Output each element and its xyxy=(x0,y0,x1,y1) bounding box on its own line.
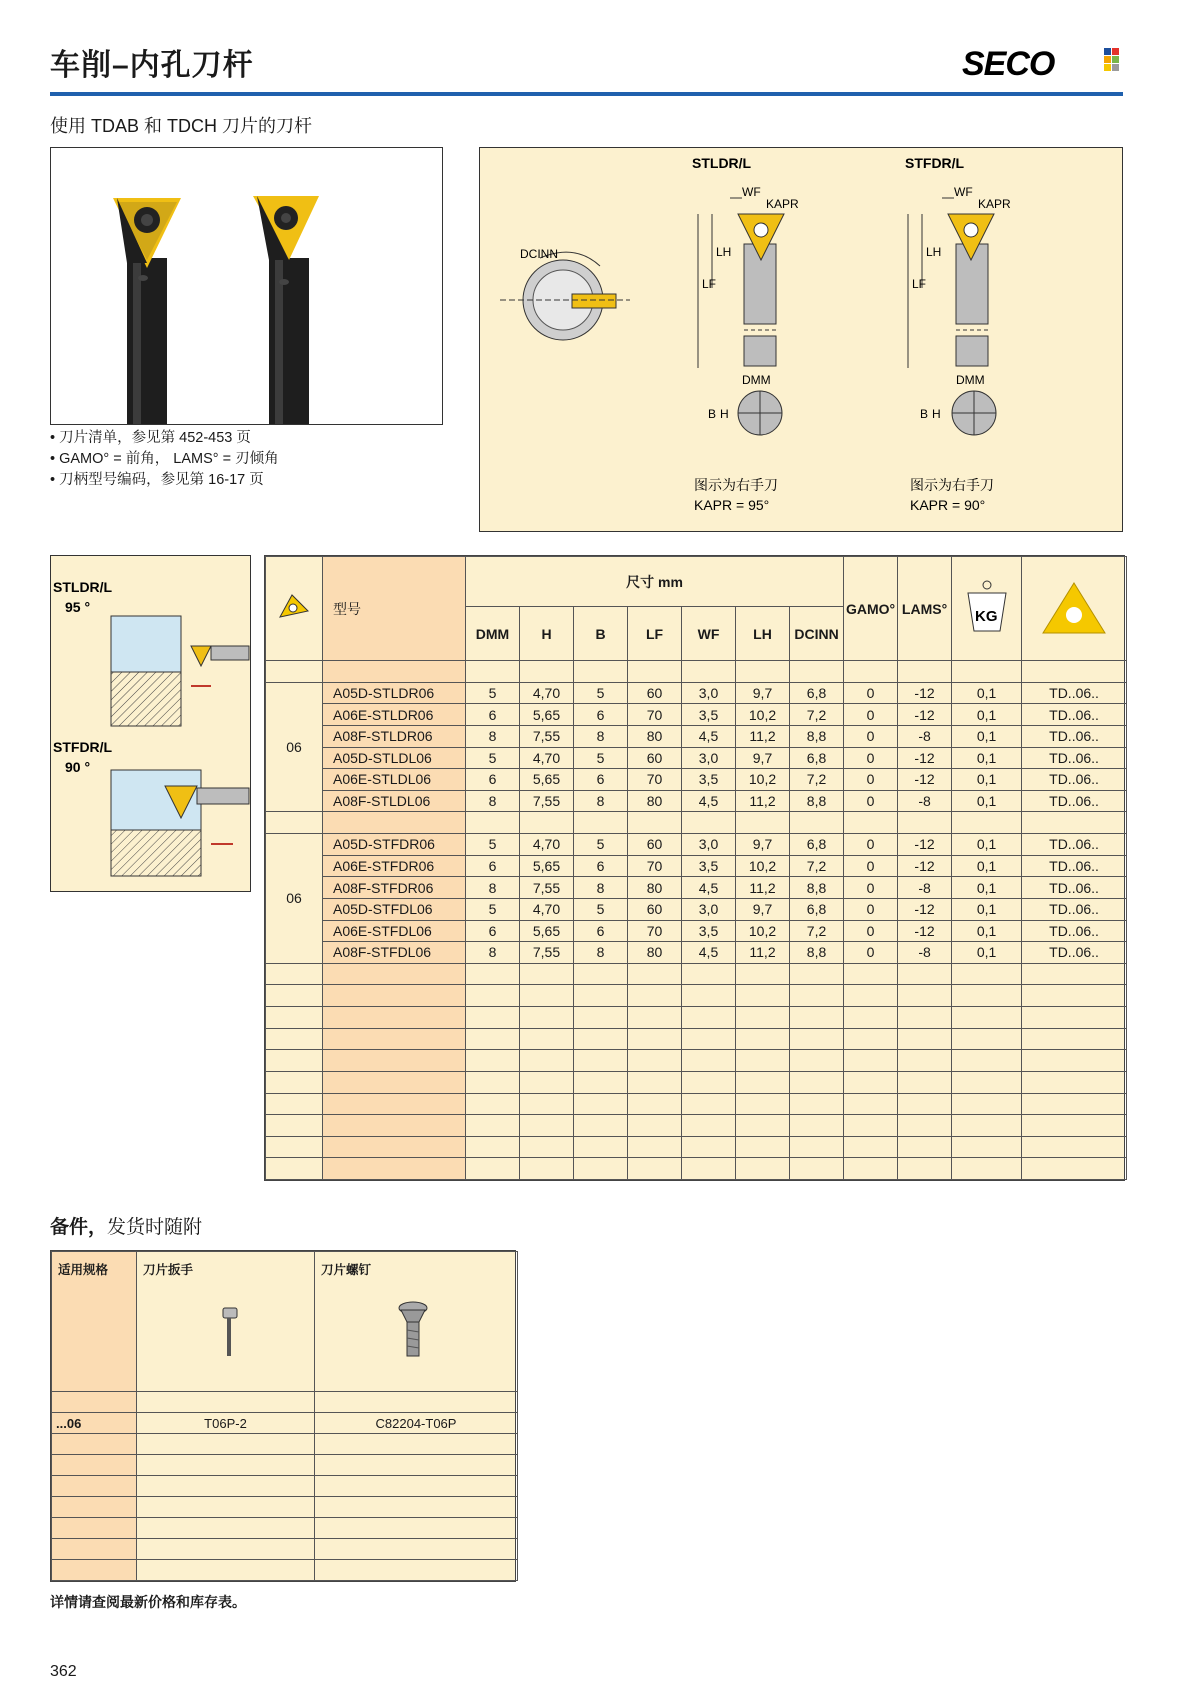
product-photo xyxy=(50,147,443,425)
table-row xyxy=(266,747,1127,769)
value-cell: 6,8 xyxy=(790,834,844,856)
value-cell: 6,8 xyxy=(790,682,844,704)
insert-shape-header xyxy=(266,557,323,661)
acc-col-key-label: 刀片扳手 xyxy=(143,1263,194,1277)
value-cell: TD..06.. xyxy=(1022,682,1127,704)
col-header-dcinn: DCINN xyxy=(790,607,844,661)
value-cell: 5 xyxy=(574,898,628,920)
value-cell: 8,8 xyxy=(790,942,844,964)
value-cell: -12 xyxy=(898,898,952,920)
value-cell: 5,65 xyxy=(520,920,574,942)
value-cell: 80 xyxy=(628,790,682,812)
value-cell: 70 xyxy=(628,855,682,877)
value-cell: 11,2 xyxy=(736,942,790,964)
accessories-table xyxy=(50,1250,516,1582)
value-cell: 11,2 xyxy=(736,725,790,747)
col-header-lf: LF xyxy=(628,607,682,661)
value-cell: 7,55 xyxy=(520,790,574,812)
acc-col-key xyxy=(137,1252,315,1392)
insert-header xyxy=(1022,557,1127,661)
value-cell: 60 xyxy=(628,682,682,704)
spacer-row xyxy=(266,1050,1127,1072)
acc-col-screw-label: 刀片螺钉 xyxy=(321,1263,372,1277)
value-cell: 0,1 xyxy=(952,942,1022,964)
value-cell: 3,0 xyxy=(682,747,736,769)
value-cell: 60 xyxy=(628,898,682,920)
spacer-row xyxy=(266,1071,1127,1093)
note-item: • 刀片清单，参见第 452-453 页 xyxy=(50,428,279,449)
model-cell: A05D-STFDR06 xyxy=(323,834,466,856)
value-cell: 0 xyxy=(844,855,898,877)
value-cell: 5 xyxy=(574,747,628,769)
value-cell: 5 xyxy=(466,682,520,704)
value-cell: 0 xyxy=(844,725,898,747)
value-cell: 10,2 xyxy=(736,920,790,942)
model-header: 型号 xyxy=(323,557,466,661)
value-cell: -8 xyxy=(898,790,952,812)
stfdr-diagram-title: STFDR/L xyxy=(905,155,965,171)
value-cell: 0,1 xyxy=(952,769,1022,791)
dmm-label-left: DMM xyxy=(742,373,771,387)
value-cell: -12 xyxy=(898,769,952,791)
kapr-label-left: KAPR xyxy=(766,197,799,211)
value-cell: 8 xyxy=(574,877,628,899)
accessories-title xyxy=(50,1212,202,1239)
value-cell: 6 xyxy=(574,920,628,942)
value-cell: 8 xyxy=(466,790,520,812)
accessories-title-bold: 备件， xyxy=(50,1217,108,1238)
value-cell: 8 xyxy=(466,725,520,747)
table-row xyxy=(266,725,1127,747)
table-row xyxy=(266,855,1127,877)
lh-label-left: LH xyxy=(716,245,732,259)
value-cell: 0 xyxy=(844,747,898,769)
spacer-row xyxy=(266,963,1127,985)
subtitle: 使用 TDAB 和 TDCH 刀片的刀杆 xyxy=(50,116,313,136)
value-cell: 0,1 xyxy=(952,682,1022,704)
value-cell: 3,5 xyxy=(682,769,736,791)
col-header-wf: WF xyxy=(682,607,736,661)
value-cell: 10,2 xyxy=(736,769,790,791)
value-cell: 8 xyxy=(466,942,520,964)
application-sketch xyxy=(50,555,251,892)
dmm-label-right: DMM xyxy=(956,373,985,387)
col-header-b: B xyxy=(574,607,628,661)
col-header-gamo: GAMO° xyxy=(844,557,898,661)
value-cell: 5 xyxy=(466,747,520,769)
value-cell: 6 xyxy=(466,920,520,942)
dimension-table xyxy=(264,555,1125,1181)
table-row xyxy=(266,920,1127,942)
value-cell: TD..06.. xyxy=(1022,769,1127,791)
value-cell: 80 xyxy=(628,877,682,899)
dims-header: 尺寸 mm xyxy=(466,557,844,607)
spacer-row xyxy=(266,985,1127,1007)
value-cell: 0,1 xyxy=(952,877,1022,899)
table-row xyxy=(266,682,1127,704)
value-cell: TD..06.. xyxy=(1022,834,1127,856)
right-caption: 图示为右手刀 xyxy=(910,477,994,493)
wf-label-right: WF xyxy=(954,185,973,199)
value-cell: 3,0 xyxy=(682,898,736,920)
spacer-row xyxy=(266,661,1127,683)
value-cell: 0 xyxy=(844,942,898,964)
value-cell: 6 xyxy=(466,769,520,791)
spacer-row xyxy=(266,1136,1127,1158)
model-cell: A06E-STFDR06 xyxy=(323,855,466,877)
value-cell: 0 xyxy=(844,920,898,942)
value-cell: 6 xyxy=(574,704,628,726)
model-cell: A05D-STFDL06 xyxy=(323,898,466,920)
value-cell: 7,2 xyxy=(790,704,844,726)
value-cell: 8 xyxy=(574,790,628,812)
value-cell: -12 xyxy=(898,834,952,856)
value-cell: 3,5 xyxy=(682,855,736,877)
table-row xyxy=(266,942,1127,964)
value-cell: -12 xyxy=(898,747,952,769)
value-cell: 60 xyxy=(628,747,682,769)
value-cell: 11,2 xyxy=(736,877,790,899)
page-title: 车削–内孔刀杆 xyxy=(50,49,254,82)
value-cell: TD..06.. xyxy=(1022,920,1127,942)
spacer-row xyxy=(266,1093,1127,1115)
wf-label-left: WF xyxy=(742,185,761,199)
acc-row-screw: C82204-T06P xyxy=(315,1413,518,1434)
value-cell: 5,65 xyxy=(520,855,574,877)
value-cell: 4,5 xyxy=(682,942,736,964)
weight-header xyxy=(952,557,1022,661)
sketch-top-title: STLDR/L xyxy=(53,579,113,595)
value-cell: 7,55 xyxy=(520,942,574,964)
seco-logo xyxy=(962,44,1122,82)
value-cell: 70 xyxy=(628,920,682,942)
h-label-right: H xyxy=(932,407,941,421)
table-row xyxy=(266,704,1127,726)
value-cell: 10,2 xyxy=(736,704,790,726)
value-cell: 7,2 xyxy=(790,920,844,942)
value-cell: 4,5 xyxy=(682,877,736,899)
value-cell: -12 xyxy=(898,855,952,877)
value-cell: 0,1 xyxy=(952,855,1022,877)
model-cell: A06E-STFDL06 xyxy=(323,920,466,942)
model-cell: A05D-STLDL06 xyxy=(323,747,466,769)
value-cell: 0 xyxy=(844,898,898,920)
value-cell: 7,55 xyxy=(520,877,574,899)
b-label-left: B xyxy=(708,407,717,421)
right-kapr: KAPR = 90° xyxy=(910,497,986,513)
value-cell: TD..06.. xyxy=(1022,942,1127,964)
stldr-diagram-title: STLDR/L xyxy=(692,155,752,171)
value-cell: 8 xyxy=(466,877,520,899)
table-row xyxy=(266,898,1127,920)
value-cell: 0 xyxy=(844,877,898,899)
screw-icon xyxy=(321,1286,501,1366)
value-cell: 4,70 xyxy=(520,834,574,856)
col-header-lams: LAMS° xyxy=(898,557,952,661)
value-cell: 3,0 xyxy=(682,834,736,856)
sketch-top-angle: 95 ° xyxy=(65,599,91,615)
sketch-bottom-angle: 90 ° xyxy=(65,759,91,775)
value-cell: 7,2 xyxy=(790,769,844,791)
model-cell: A08F-STLDR06 xyxy=(323,725,466,747)
spacer-row xyxy=(266,1158,1127,1180)
col-header-dmm: DMM xyxy=(466,607,520,661)
table-row xyxy=(266,877,1127,899)
value-cell: TD..06.. xyxy=(1022,790,1127,812)
value-cell: 4,70 xyxy=(520,682,574,704)
value-cell: TD..06.. xyxy=(1022,725,1127,747)
spacer-row xyxy=(266,1007,1127,1029)
value-cell: 0,1 xyxy=(952,725,1022,747)
kapr-label-right: KAPR xyxy=(978,197,1011,211)
value-cell: 5 xyxy=(574,682,628,704)
value-cell: 0,1 xyxy=(952,834,1022,856)
table-row xyxy=(266,834,1127,856)
value-cell: 0,1 xyxy=(952,920,1022,942)
value-cell: 4,70 xyxy=(520,898,574,920)
b-label-right: B xyxy=(920,407,929,421)
value-cell: 0,1 xyxy=(952,898,1022,920)
value-cell: 3,0 xyxy=(682,682,736,704)
value-cell: TD..06.. xyxy=(1022,855,1127,877)
value-cell: 5 xyxy=(574,834,628,856)
group-size-cell: 06 xyxy=(266,682,323,812)
dcinn-label: DCINN xyxy=(520,247,558,261)
value-cell: 4,70 xyxy=(520,747,574,769)
page-number: 362 xyxy=(50,1663,77,1680)
value-cell: TD..06.. xyxy=(1022,877,1127,899)
value-cell: -12 xyxy=(898,920,952,942)
value-cell: 0,1 xyxy=(952,747,1022,769)
value-cell: 6 xyxy=(466,855,520,877)
value-cell: 5,65 xyxy=(520,704,574,726)
lf-label-left: LF xyxy=(702,277,717,291)
col-header-h: H xyxy=(520,607,574,661)
value-cell: TD..06.. xyxy=(1022,898,1127,920)
lh-label-right: LH xyxy=(926,245,942,259)
value-cell: 0 xyxy=(844,790,898,812)
value-cell: 80 xyxy=(628,725,682,747)
value-cell: 7,55 xyxy=(520,725,574,747)
value-cell: 5 xyxy=(466,898,520,920)
value-cell: 0 xyxy=(844,682,898,704)
value-cell: 0 xyxy=(844,834,898,856)
value-cell: TD..06.. xyxy=(1022,704,1127,726)
model-cell: A08F-STFDR06 xyxy=(323,877,466,899)
spacer-row xyxy=(266,812,1127,834)
value-cell: 0 xyxy=(844,769,898,791)
value-cell: 6 xyxy=(574,769,628,791)
value-cell: 3,5 xyxy=(682,920,736,942)
note-item: • GAMO° = 前角， LAMS° = 刃倾角 xyxy=(50,449,279,470)
logo-text: SECO xyxy=(962,45,1055,82)
value-cell: 0 xyxy=(844,704,898,726)
value-cell: 0,1 xyxy=(952,704,1022,726)
acc-row-size: ...06 xyxy=(52,1413,137,1434)
footnote: 详情请查阅最新价格和库存表。 xyxy=(50,1594,246,1610)
value-cell: -8 xyxy=(898,942,952,964)
acc-row-key: T06P-2 xyxy=(137,1413,315,1434)
notes-list xyxy=(50,428,279,491)
value-cell: 3,5 xyxy=(682,704,736,726)
key-icon xyxy=(143,1286,303,1366)
lf-label-right: LF xyxy=(912,277,927,291)
model-cell: A05D-STLDR06 xyxy=(323,682,466,704)
left-kapr: KAPR = 95° xyxy=(694,497,770,513)
value-cell: 6 xyxy=(574,855,628,877)
accessories-title-rest: 发货时随附 xyxy=(107,1217,203,1238)
spacer-row xyxy=(266,1115,1127,1137)
value-cell: 11,2 xyxy=(736,790,790,812)
value-cell: 9,7 xyxy=(736,682,790,704)
spacer-row xyxy=(266,1028,1127,1050)
value-cell: -8 xyxy=(898,725,952,747)
value-cell: 5,65 xyxy=(520,769,574,791)
value-cell: 7,2 xyxy=(790,855,844,877)
table-row xyxy=(266,790,1127,812)
value-cell: -8 xyxy=(898,877,952,899)
model-cell: A08F-STFDL06 xyxy=(323,942,466,964)
value-cell: -12 xyxy=(898,682,952,704)
value-cell: 8,8 xyxy=(790,790,844,812)
value-cell: 4,5 xyxy=(682,790,736,812)
model-cell: A08F-STLDL06 xyxy=(323,790,466,812)
value-cell: 9,7 xyxy=(736,898,790,920)
value-cell: 70 xyxy=(628,769,682,791)
value-cell: 9,7 xyxy=(736,747,790,769)
value-cell: 10,2 xyxy=(736,855,790,877)
col-header-lh: LH xyxy=(736,607,790,661)
header-rule xyxy=(50,92,1123,96)
value-cell: 8 xyxy=(574,942,628,964)
value-cell: 9,7 xyxy=(736,834,790,856)
dimension-diagram xyxy=(479,147,1123,532)
model-cell: A06E-STLDR06 xyxy=(323,704,466,726)
value-cell: 6,8 xyxy=(790,747,844,769)
value-cell: 70 xyxy=(628,704,682,726)
value-cell: 6 xyxy=(466,704,520,726)
value-cell: 6,8 xyxy=(790,898,844,920)
kg-label: KG xyxy=(974,608,998,625)
value-cell: 8,8 xyxy=(790,877,844,899)
acc-col-screw xyxy=(315,1252,518,1392)
value-cell: 80 xyxy=(628,942,682,964)
value-cell: 8,8 xyxy=(790,725,844,747)
value-cell: 60 xyxy=(628,834,682,856)
table-row xyxy=(266,769,1127,791)
value-cell: 0,1 xyxy=(952,790,1022,812)
group-size-cell: 06 xyxy=(266,834,323,964)
note-item: • 刀柄型号编码，参见第 16-17 页 xyxy=(50,470,279,491)
value-cell: 5 xyxy=(466,834,520,856)
left-caption: 图示为右手刀 xyxy=(694,477,778,493)
model-cell: A06E-STLDL06 xyxy=(323,769,466,791)
acc-col-size: 适用规格 xyxy=(52,1252,137,1392)
value-cell: 4,5 xyxy=(682,725,736,747)
value-cell: 8 xyxy=(574,725,628,747)
value-cell: TD..06.. xyxy=(1022,747,1127,769)
value-cell: -12 xyxy=(898,704,952,726)
sketch-bottom-title: STFDR/L xyxy=(53,739,113,755)
h-label-left: H xyxy=(720,407,729,421)
